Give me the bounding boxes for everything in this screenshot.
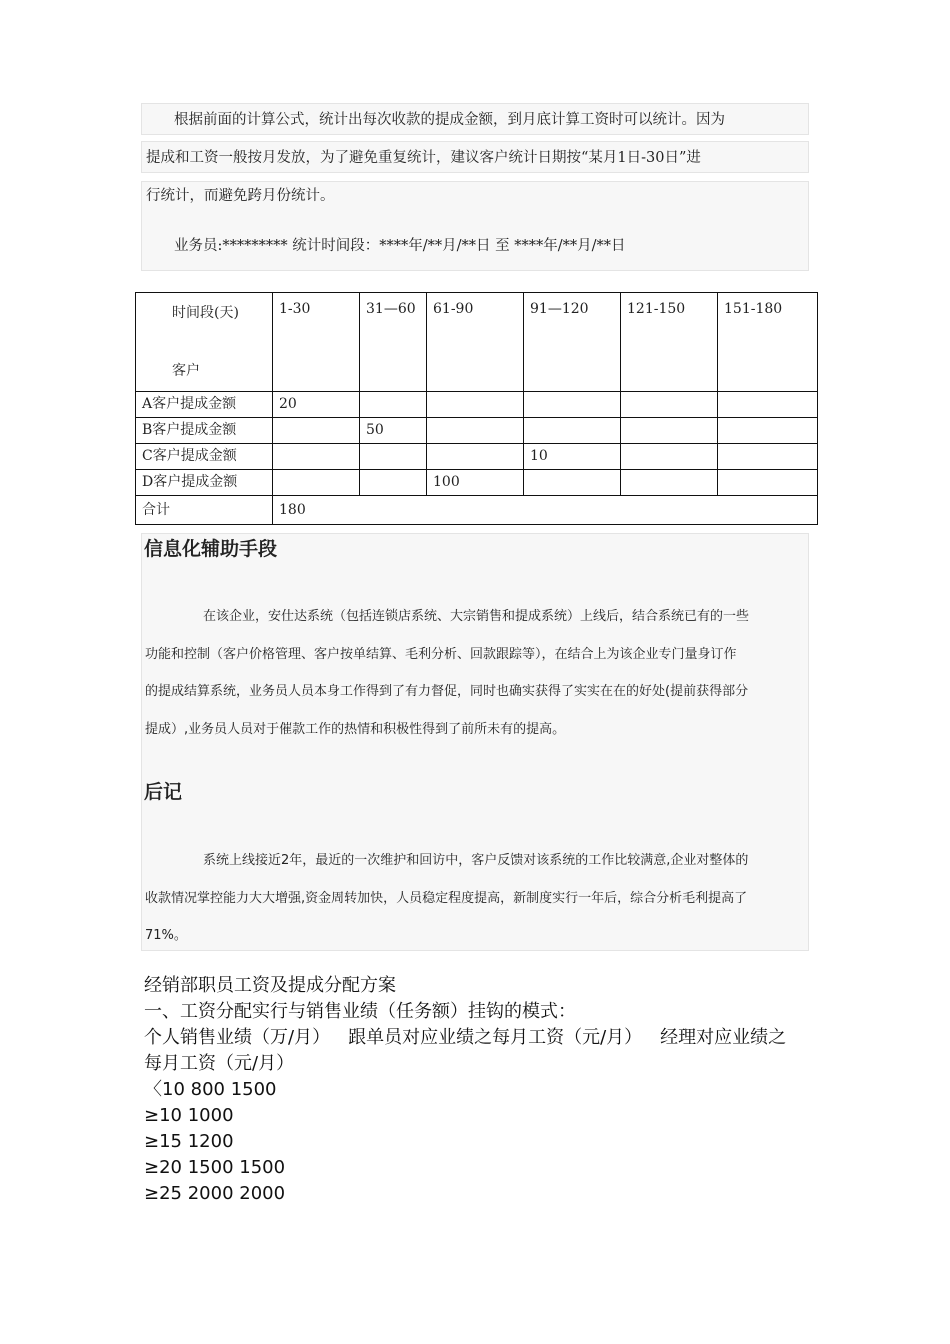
intro-paragraph-line2 <box>141 141 809 173</box>
period-header: 1-30 <box>273 293 360 392</box>
table-cell <box>273 418 360 444</box>
period-header: 121-150 <box>621 293 718 392</box>
plan-title: 经销部职员工资及提成分配方案 <box>144 975 396 996</box>
table-cell: 50 <box>360 418 427 444</box>
row-label: C客户提成金额 <box>136 444 273 470</box>
plan-row: ≥20 1500 1500 <box>144 1157 286 1178</box>
table-cell <box>621 470 718 496</box>
table-cell <box>427 392 524 418</box>
table-cell <box>718 392 818 418</box>
row-label: A客户提成金额 <box>136 392 273 418</box>
plan-columns-line2: 每月工资（元/月） <box>144 1053 295 1074</box>
section-heading-after: 后记 <box>144 781 183 803</box>
table-cell <box>273 444 360 470</box>
table-cell <box>427 444 524 470</box>
period-header: 61-90 <box>427 293 524 392</box>
table-cell <box>718 418 818 444</box>
intro-paragraph-line3 <box>141 181 809 271</box>
row-label: D客户提成金额 <box>136 470 273 496</box>
plan-item1: 一、工资分配实行与销售业绩（任务额）挂钩的模式： <box>144 1001 576 1022</box>
section-heading-it: 信息化辅助手段 <box>144 538 278 560</box>
commission-table <box>135 292 818 525</box>
section-it-line2: 功能和控制（客户价格管理、客户按单结算、毛利分析、回款跟踪等），在结合上为该企业专门量身订作 <box>145 646 737 662</box>
table-cell <box>621 444 718 470</box>
stat-period-line: 业务员:********* 统计时间段：****年/**月/**日 至 ****年/**月/**日 <box>174 238 626 254</box>
table-cell <box>718 444 818 470</box>
plan-col-clerk: 跟单员对应业绩之每月工资（元/月） <box>348 1027 643 1048</box>
table-row <box>136 392 818 418</box>
table-cell <box>524 470 621 496</box>
intro-line2-text: 提成和工资一般按月发放，为了避免重复统计，建议客户统计日期按“某月1日-30日”进 <box>146 150 701 166</box>
header-period-label: 时间段(天) <box>172 305 239 321</box>
table-row <box>136 444 818 470</box>
period-header: 31—60 <box>360 293 427 392</box>
table-row <box>136 418 818 444</box>
plan-row: ≥15 1200 <box>144 1131 234 1152</box>
table-cell <box>360 470 427 496</box>
plan-section <box>144 973 814 1207</box>
table-cell <box>621 392 718 418</box>
period-header: 91—120 <box>524 293 621 392</box>
table-cell <box>360 444 427 470</box>
plan-row: ≥10 1000 <box>144 1105 234 1126</box>
table-cell <box>621 418 718 444</box>
section-it-line4: 提成）,业务员人员对于催款工作的热情和积极性得到了前所未有的提高。 <box>145 721 566 737</box>
plan-col-manager: 经理对应业绩之 <box>660 1027 787 1048</box>
table-cell <box>524 418 621 444</box>
section-it-line1-text: 在该企业，安仕达系统（包括连锁店系统、大宗销售和提成系统）上线后，结合系统已有的一些 <box>203 609 750 624</box>
intro-paragraph-line1 <box>141 103 809 135</box>
section-after-line3: 71%。 <box>145 928 187 943</box>
table-cell: 20 <box>273 392 360 418</box>
table-cell <box>524 392 621 418</box>
header-customer-label: 客户 <box>172 363 200 379</box>
section-it-paragraph <box>145 598 807 748</box>
section-after-line1-text: 系统上线接近2年，最近的一次维护和回访中，客户反馈对该系统的工作比较满意,企业对整体的 <box>203 853 749 868</box>
table-header-row <box>136 293 818 392</box>
table-cell <box>273 470 360 496</box>
plan-columns-line1 <box>144 1025 814 1051</box>
table-corner-header <box>136 293 273 392</box>
row-label: B客户提成金额 <box>136 418 273 444</box>
table-total-row <box>136 496 818 525</box>
table-cell: 10 <box>524 444 621 470</box>
plan-row: 〈10 800 1500 <box>144 1079 277 1100</box>
intro-line1-text: 根据前面的计算公式，统计出每次收款的提成金额，到月底计算工资时可以统计。因为 <box>174 112 725 128</box>
period-header: 151-180 <box>718 293 818 392</box>
table-cell: 100 <box>427 470 524 496</box>
table-cell <box>718 470 818 496</box>
section-after-line1 <box>145 842 807 880</box>
total-label: 合计 <box>136 496 273 525</box>
section-after-paragraph <box>145 842 807 955</box>
total-value: 180 <box>273 496 818 525</box>
plan-row: ≥25 2000 2000 <box>144 1183 286 1204</box>
section-it-line3: 的提成结算系统，业务员人员本身工作得到了有力督促，同时也确实获得了实实在在的好处(提前获得部分 <box>145 684 749 699</box>
section-after-line2: 收款情况掌控能力大大增强,资金周转加快，人员稳定程度提高，新制度实行一年后，综合分析毛利提高了 <box>145 890 748 906</box>
table-row <box>136 470 818 496</box>
plan-col-sales: 个人销售业绩（万/月） <box>144 1027 331 1048</box>
section-it-line1 <box>145 598 807 636</box>
intro-line3-text: 行统计，而避免跨月份统计。 <box>146 188 335 204</box>
table-cell <box>427 418 524 444</box>
table-cell <box>360 392 427 418</box>
